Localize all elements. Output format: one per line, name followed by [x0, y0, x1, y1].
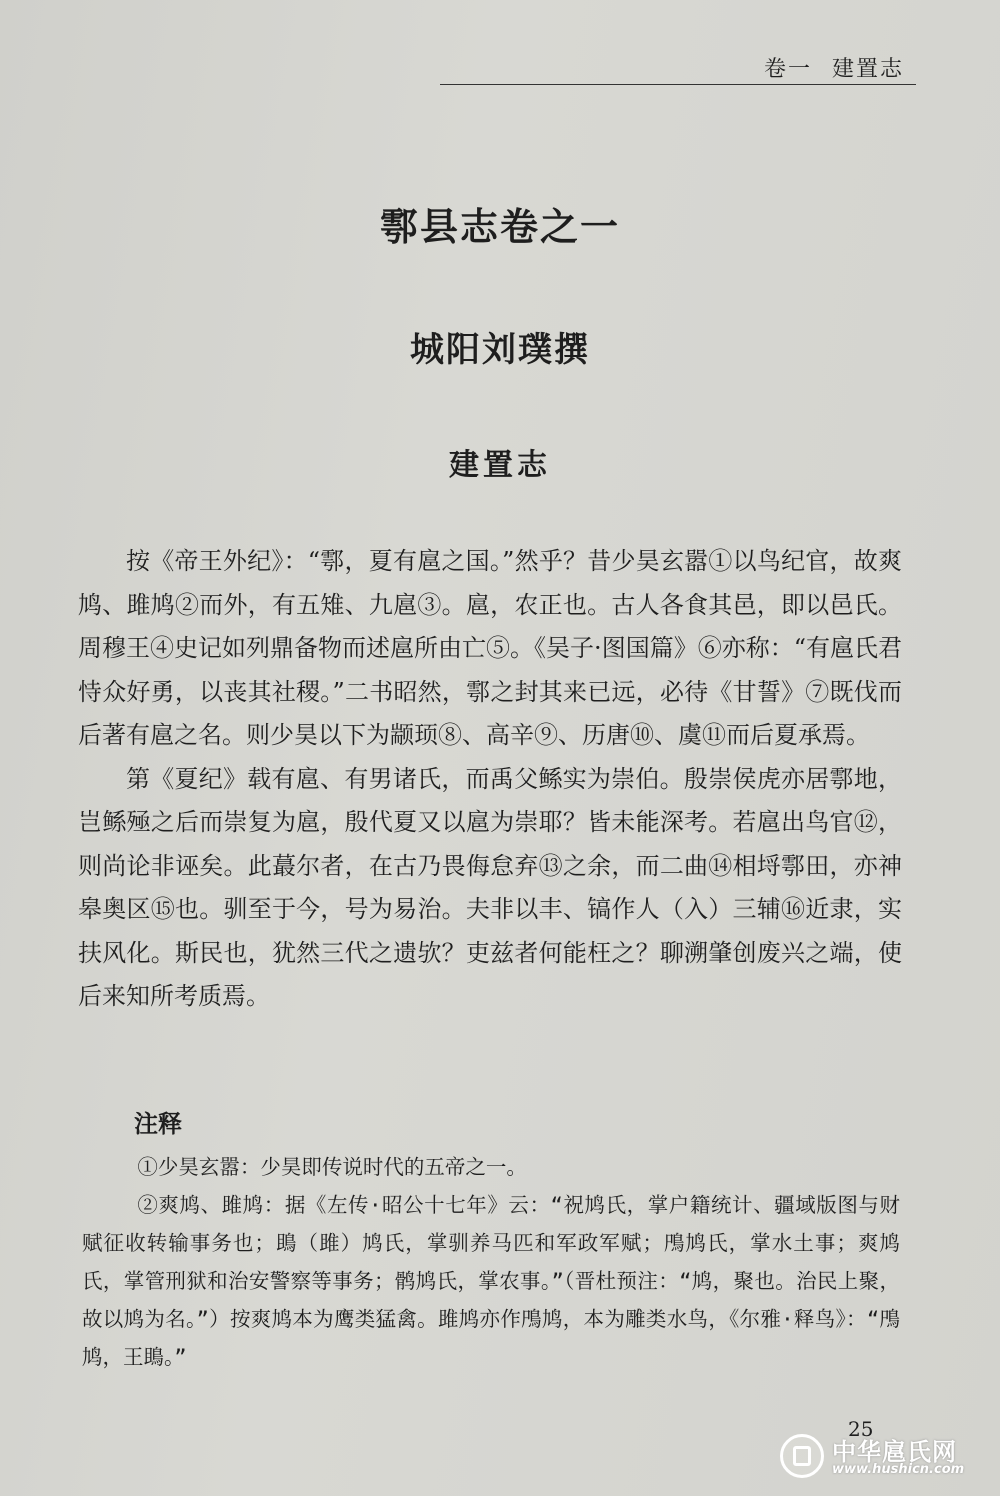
watermark-url: www.hushicn.com: [832, 1462, 965, 1477]
running-head: [764, 52, 904, 83]
paragraph-1: 按《帝王外纪》：“鄠，夏有扈之国。”然乎？昔少昊玄嚣①以鸟纪官，故爽鸠、雎鸠②而外，有五雉、九扈③。扈，农正也。古人各食其邑，即以邑氏。周穆王④史记如列鼎备物而述扈所由亡⑤。《吴子·图国篇》⑥亦称：“有扈氏君恃众好勇，以丧其社稷。”二书昭然，鄠之封其来已远，必待《甘誓》⑦既伐而后著有扈之名。则少昊以下为颛顼⑧、高辛⑨、历唐⑩、虞⑪而后夏承焉。: [78, 547, 902, 749]
watermark-brand: 中华扈氏网: [832, 1438, 957, 1466]
section-title: 建置志: [449, 448, 551, 483]
page-number: 25: [848, 1417, 874, 1441]
paragraph-2: 第《夏纪》载有扈、有男诸氏，而禹父鲧实为崇伯。殷崇侯虎亦居鄠地，岂鲧殛之后而崇复为扈，殷代夏又以扈为崇耶？皆未能深考。若扈出鸟官⑫，则尚论非诬矣。此蕞尔者，在古乃畏侮怠弃⑬之余，而二曲⑭相埒鄠田，亦神皋奥区⑮也。驯至于今，号为易治。夫非以丰、镐作人（入）三辅⑯近隶，实扶风化。斯民也，犹然三代之遗欤？吏兹者何能枉之？聊溯肇创废兴之端，使后来知所考质焉。: [78, 764, 902, 1010]
seal-logo-icon: [780, 1434, 824, 1478]
note-2: ②爽鸠、雎鸠：据《左传·昭公十七年》云：“祝鸠氏，掌户籍统计、疆域版图与财赋征收转输事务也；鴡（雎）鸠氏，掌驯养马匹和军政军赋；鳲鸠氏，掌水土事；爽鸠氏，掌管刑狱和治安警察等事务；鹘鸠氏，掌农事。”（晋杜预注：“鸠，聚也。治民上聚，故以鸠为名。”）按爽鸠本为鹰类猛禽。雎鸠亦作鳲鸠，本为雕类水鸟，《尔雅·释鸟》：“鳲鸠，王鴡。”: [82, 1193, 900, 1369]
main-text: [78, 540, 902, 1019]
author-line: 城阳刘璞撰: [410, 330, 590, 370]
volume-title: 鄠县志卷之一: [379, 204, 620, 249]
site-watermark[interactable]: [780, 1432, 990, 1484]
notes-list: [82, 1148, 900, 1376]
running-head-section: 建置志: [831, 57, 904, 82]
running-head-volume: 卷一: [763, 57, 812, 82]
notes-heading: 注释: [134, 1110, 182, 1138]
header-rule: [440, 84, 916, 85]
note-1: ①少昊玄嚣：少昊即传说时代的五帝之一。: [137, 1155, 527, 1179]
